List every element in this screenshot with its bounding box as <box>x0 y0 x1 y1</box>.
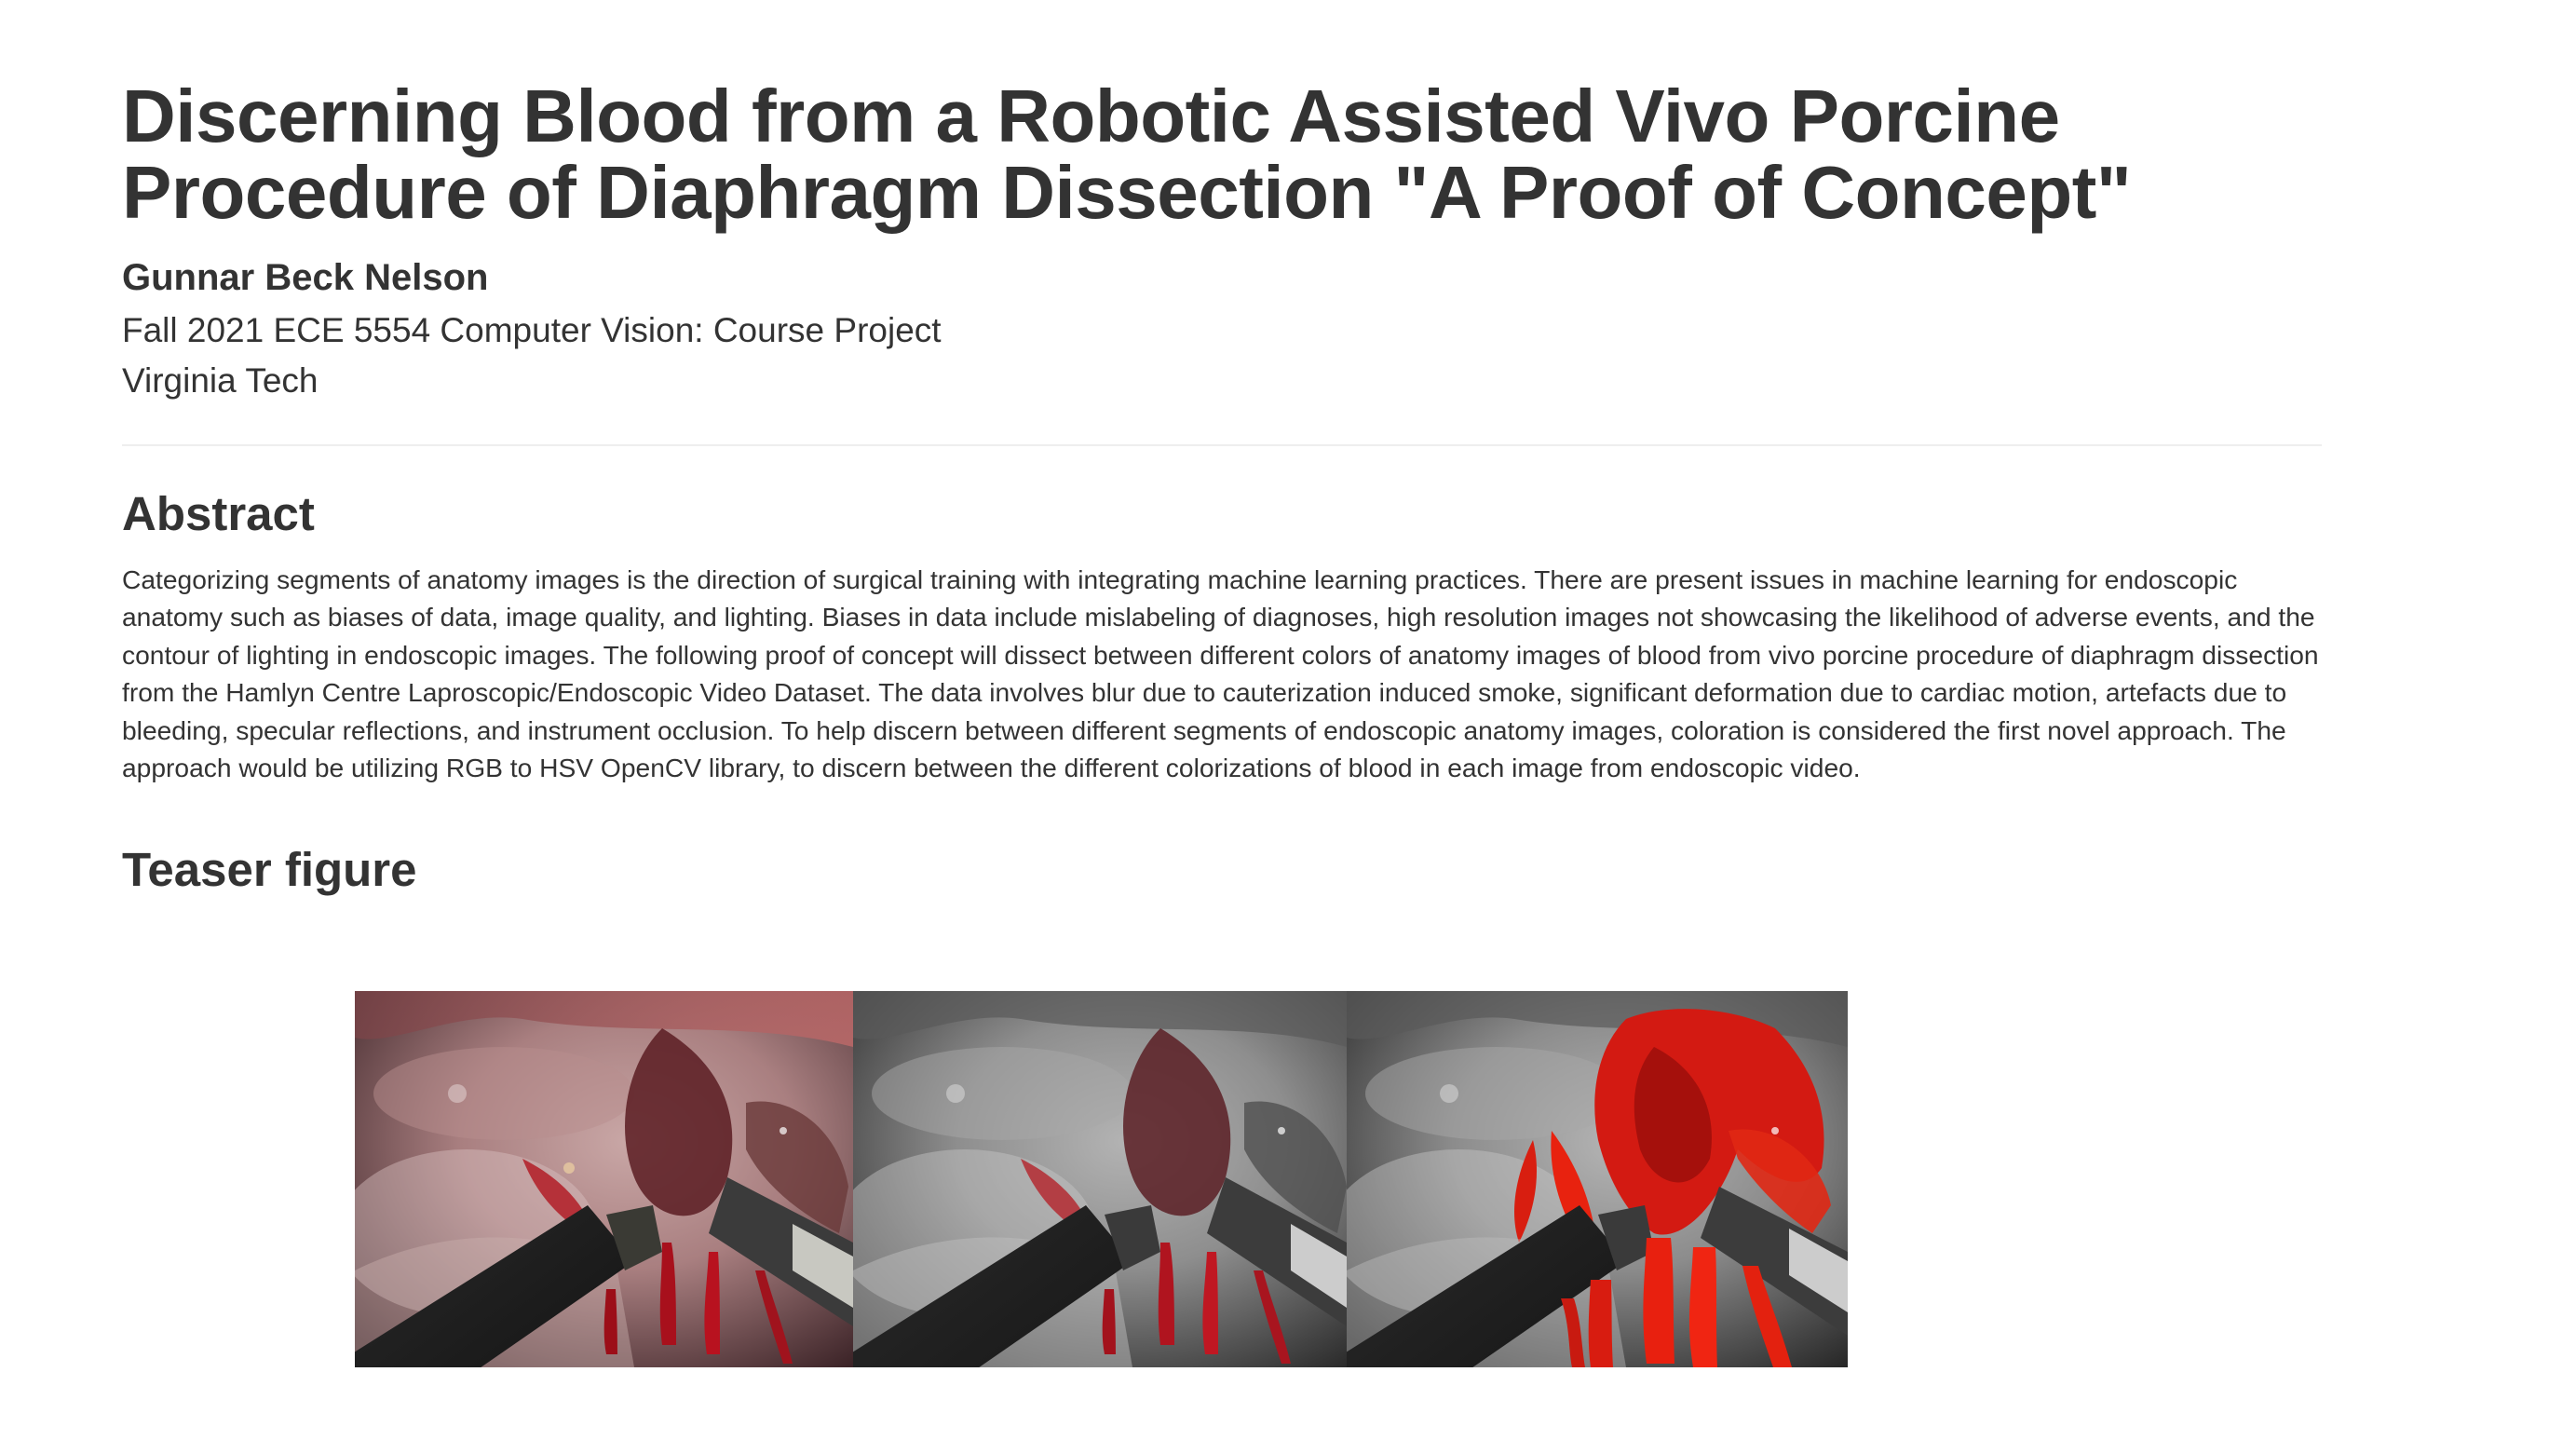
teaser-figure <box>355 991 1848 1367</box>
blood-highlighted-frame <box>1347 991 1848 1367</box>
original-endoscopic-frame <box>355 991 853 1367</box>
divider <box>122 444 2322 446</box>
author-name: Gunnar Beck Nelson <box>122 257 489 298</box>
grayscale-frame <box>853 991 1347 1367</box>
course-info: Fall 2021 ECE 5554 Computer Vision: Course Project <box>122 311 942 349</box>
abstract-heading: Abstract <box>122 487 315 540</box>
institution: Virginia Tech <box>122 361 319 400</box>
paper-title: Discerning Blood from a Robotic Assisted Vivo Porcine Procedure of Diaphragm Dissection "A Proof of Concept" <box>122 75 2132 234</box>
teaser-heading: Teaser figure <box>122 843 417 896</box>
abstract-text: Categorizing segments of anatomy images is the direction of surgical training with integrating machine learning practices. There are present issues in machine learning for endoscopic anatomy such as biases of data, image quality, and lighting. Biases in data include mislabeling of diagnoses, high resolution images not showcasing the likelihood of adverse events, and the contour of lighting in endoscopic images. The following proof of concept will dissect between different colors of anatomy images of blood from vivo porcine procedure of diaphragm dissection from the Hamlyn Centre Laproscopic/Endoscopic Video Dataset. The data involves blur due to cauterization induced smoke, significant deformation due to cardiac motion, artefacts due to bleeding, specular reflections, and instrument occlusion. To help discern between different segments of endoscopic anatomy images, coloration is considered the first novel approach. The approach would be utilizing RGB to HSV OpenCV library, to discern between the different colorizations of blood in each image from endoscopic video. <box>122 564 2319 783</box>
